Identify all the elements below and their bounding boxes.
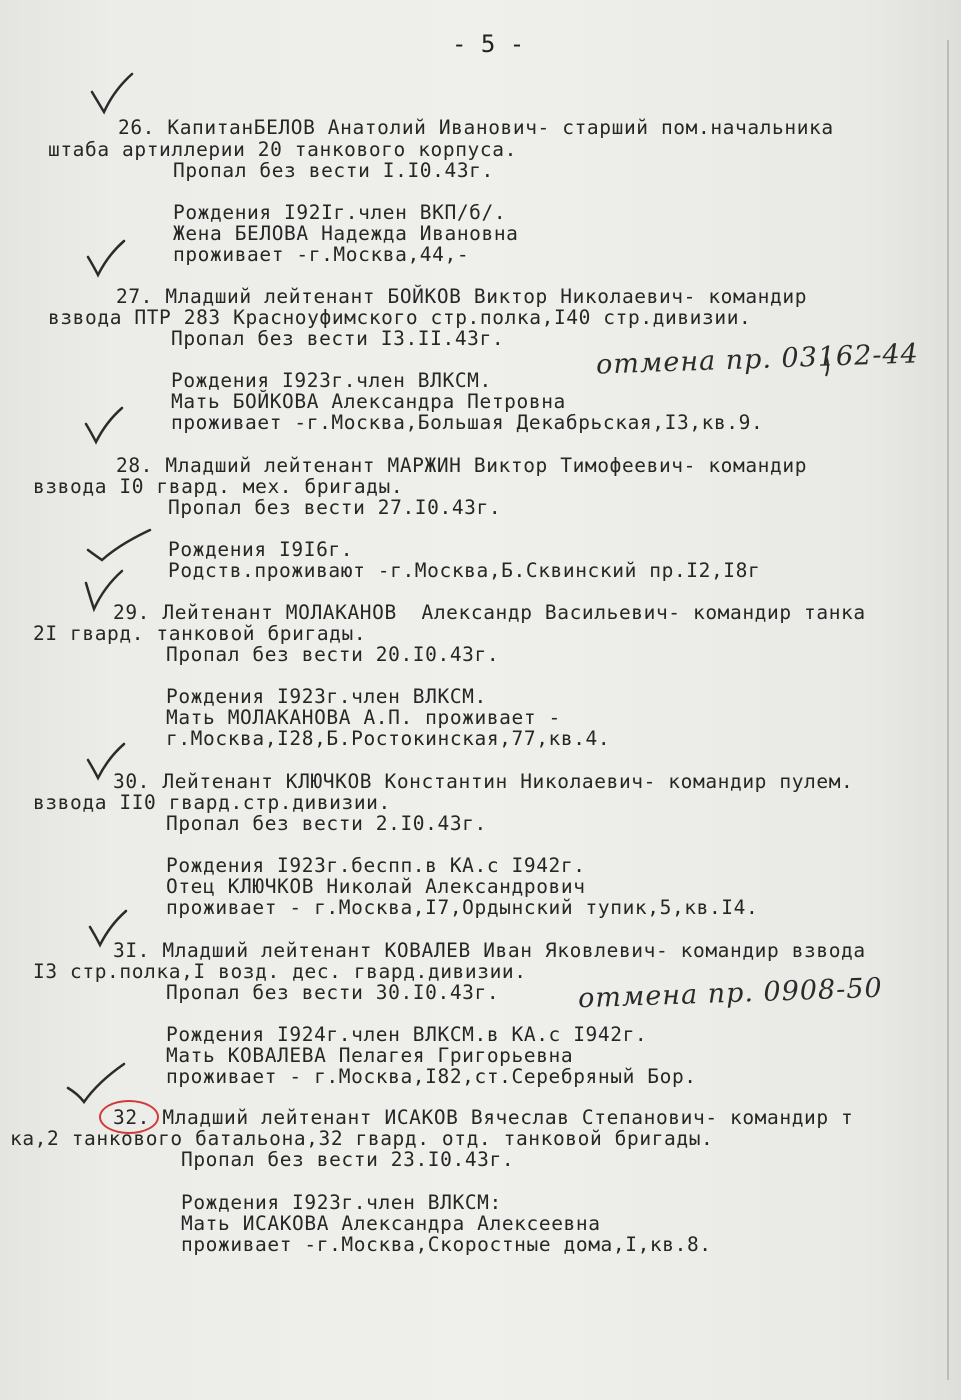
entry-31-line-5: Мать КОВАЛЕВА Пелагея Григорьевна [166, 1044, 574, 1067]
entry-26-line-3: Пропал без вести I.I0.43г. [173, 159, 494, 182]
entry-29-line-2: 2I гвард. танковой бригады. [33, 622, 367, 645]
entry-32-line-1: 32. Младший лейтенант ИСАКОВ Вячеслав Степанович- командир т [113, 1106, 854, 1129]
entry-27-line-2: взвода ПТР 283 Красноуфимского стр.полка,I40 стр.дивизии. [48, 306, 752, 329]
annotation-stroke [590, 350, 930, 380]
entry-27-line-1: 27. Младший лейтенант БОЙКОВ Виктор Николаевич- командир [116, 285, 808, 308]
entry-28-line-5: Родств.проживают -г.Москва,Б.Сквинский пр.I2,I8г [168, 559, 761, 582]
checkmark-icon [86, 905, 136, 951]
entry-30-line-6: проживает - г.Москва,I7,Ордынский тупик,5,кв.I4. [166, 896, 759, 919]
entry-29-line-1: 29. Лейтенант МОЛАКАНОВ Александр Васильевич- командир танка [113, 601, 866, 624]
entry-28-line-2: взвода I0 гвард. мех. бригады. [33, 475, 404, 498]
checkmark-icon [82, 402, 132, 448]
entry-29-line-5: Мать МОЛАКАНОВА А.П. проживает - [166, 706, 561, 729]
entry-32-line-2: ка,2 танкового батальона,32 гвард. отд. танковой бригады. [10, 1127, 714, 1150]
entry-29-line-6: г.Москва,I28,Б.Ростокинская,77,кв.4. [166, 727, 611, 750]
entry-32-line-5: Мать ИСАКОВА Александра Алексеевна [181, 1212, 601, 1235]
entry-30-line-5: Отец КЛЮЧКОВ Николай Александрович [166, 875, 586, 898]
entry-31-line-6: проживает - г.Москва,I82,ст.Серебряный Бор. [166, 1065, 697, 1088]
entry-26-line-1: 26. КапитанБЕЛОВ Анатолий Иванович- старший пом.начальника [118, 116, 834, 139]
entry-28-line-1: 28. Младший лейтенант МАРЖИН Виктор Тимофеевич- командир [116, 454, 808, 477]
entry-30-line-3: Пропал без вести 2.I0.43г. [166, 812, 487, 835]
entry-31-line-3: Пропал без вести 30.I0.43г. [166, 981, 500, 1004]
entry-30-line-1: 30. Лейтенант КЛЮЧКОВ Константин Николаевич- командир пулем. [113, 770, 854, 793]
entry-32-line-3: Пропал без вести 23.I0.43г. [181, 1148, 515, 1171]
entry-26-line-4: Рождения I92Iг.член ВКП/б/. [173, 201, 507, 224]
page-number: - 5 - [452, 30, 525, 58]
entry-28-line-4: Рождения I9I6г. [168, 538, 354, 561]
entry-26-line-5: Жена БЕЛОВА Надежда Ивановна [173, 222, 519, 245]
entry-29-line-4: Рождения I923г.член ВЛКСМ. [166, 685, 487, 708]
entry-27-line-6: проживает -г.Москва,Большая Декабрьская,I3,кв.9. [171, 411, 764, 434]
page-edge [947, 40, 949, 1380]
entry-26-line-6: проживает -г.Москва,44,- [173, 243, 470, 266]
checkmark-icon [84, 524, 154, 564]
entry-28-line-3: Пропал без вести 27.I0.43г. [168, 496, 502, 519]
entry-31-line-4: Рождения I924г.член ВЛКСМ.в КА.с I942г. [166, 1023, 648, 1046]
entry-32-line-4: Рождения I923г.член ВЛКСМ: [181, 1191, 502, 1214]
checkmark-icon [64, 1058, 134, 1108]
checkmark-icon [84, 235, 134, 281]
entry-32-line-6: проживает -г.Москва,Скоростные дома,I,кв.8. [181, 1233, 712, 1256]
checkmark-icon [88, 70, 138, 116]
entry-26-line-2: штаба артиллерии 20 танкового корпуса. [48, 138, 517, 161]
entry-27-line-5: Мать БОЙКОВА Александра Петровна [171, 390, 566, 413]
entry-27-line-4: Рождения I923г.член ВЛКСМ. [171, 369, 492, 392]
entry-29-line-3: Пропал без вести 20.I0.43г. [166, 643, 500, 666]
entry-30-line-2: взвода II0 гвард.стр.дивизии. [33, 791, 391, 814]
handwritten-annotation: отмена пр. 0908-50 [577, 972, 884, 1015]
checkmark-icon [84, 738, 134, 784]
entry-31-line-1: 3I. Младший лейтенант КОВАЛЕВ Иван Яковлевич- командир взвода [113, 939, 866, 962]
checkmark-icon [80, 565, 130, 615]
entry-30-line-4: Рождения I923г.беспп.в КА.с I942г. [166, 854, 586, 877]
handwritten-annotation: отмена пр. 03162-44 [595, 338, 920, 381]
entry-27-line-3: Пропал без вести I3.II.43г. [171, 327, 505, 350]
entry-31-line-2: I3 стр.полка,I возд. дес. гвард.дивизии. [33, 960, 527, 983]
